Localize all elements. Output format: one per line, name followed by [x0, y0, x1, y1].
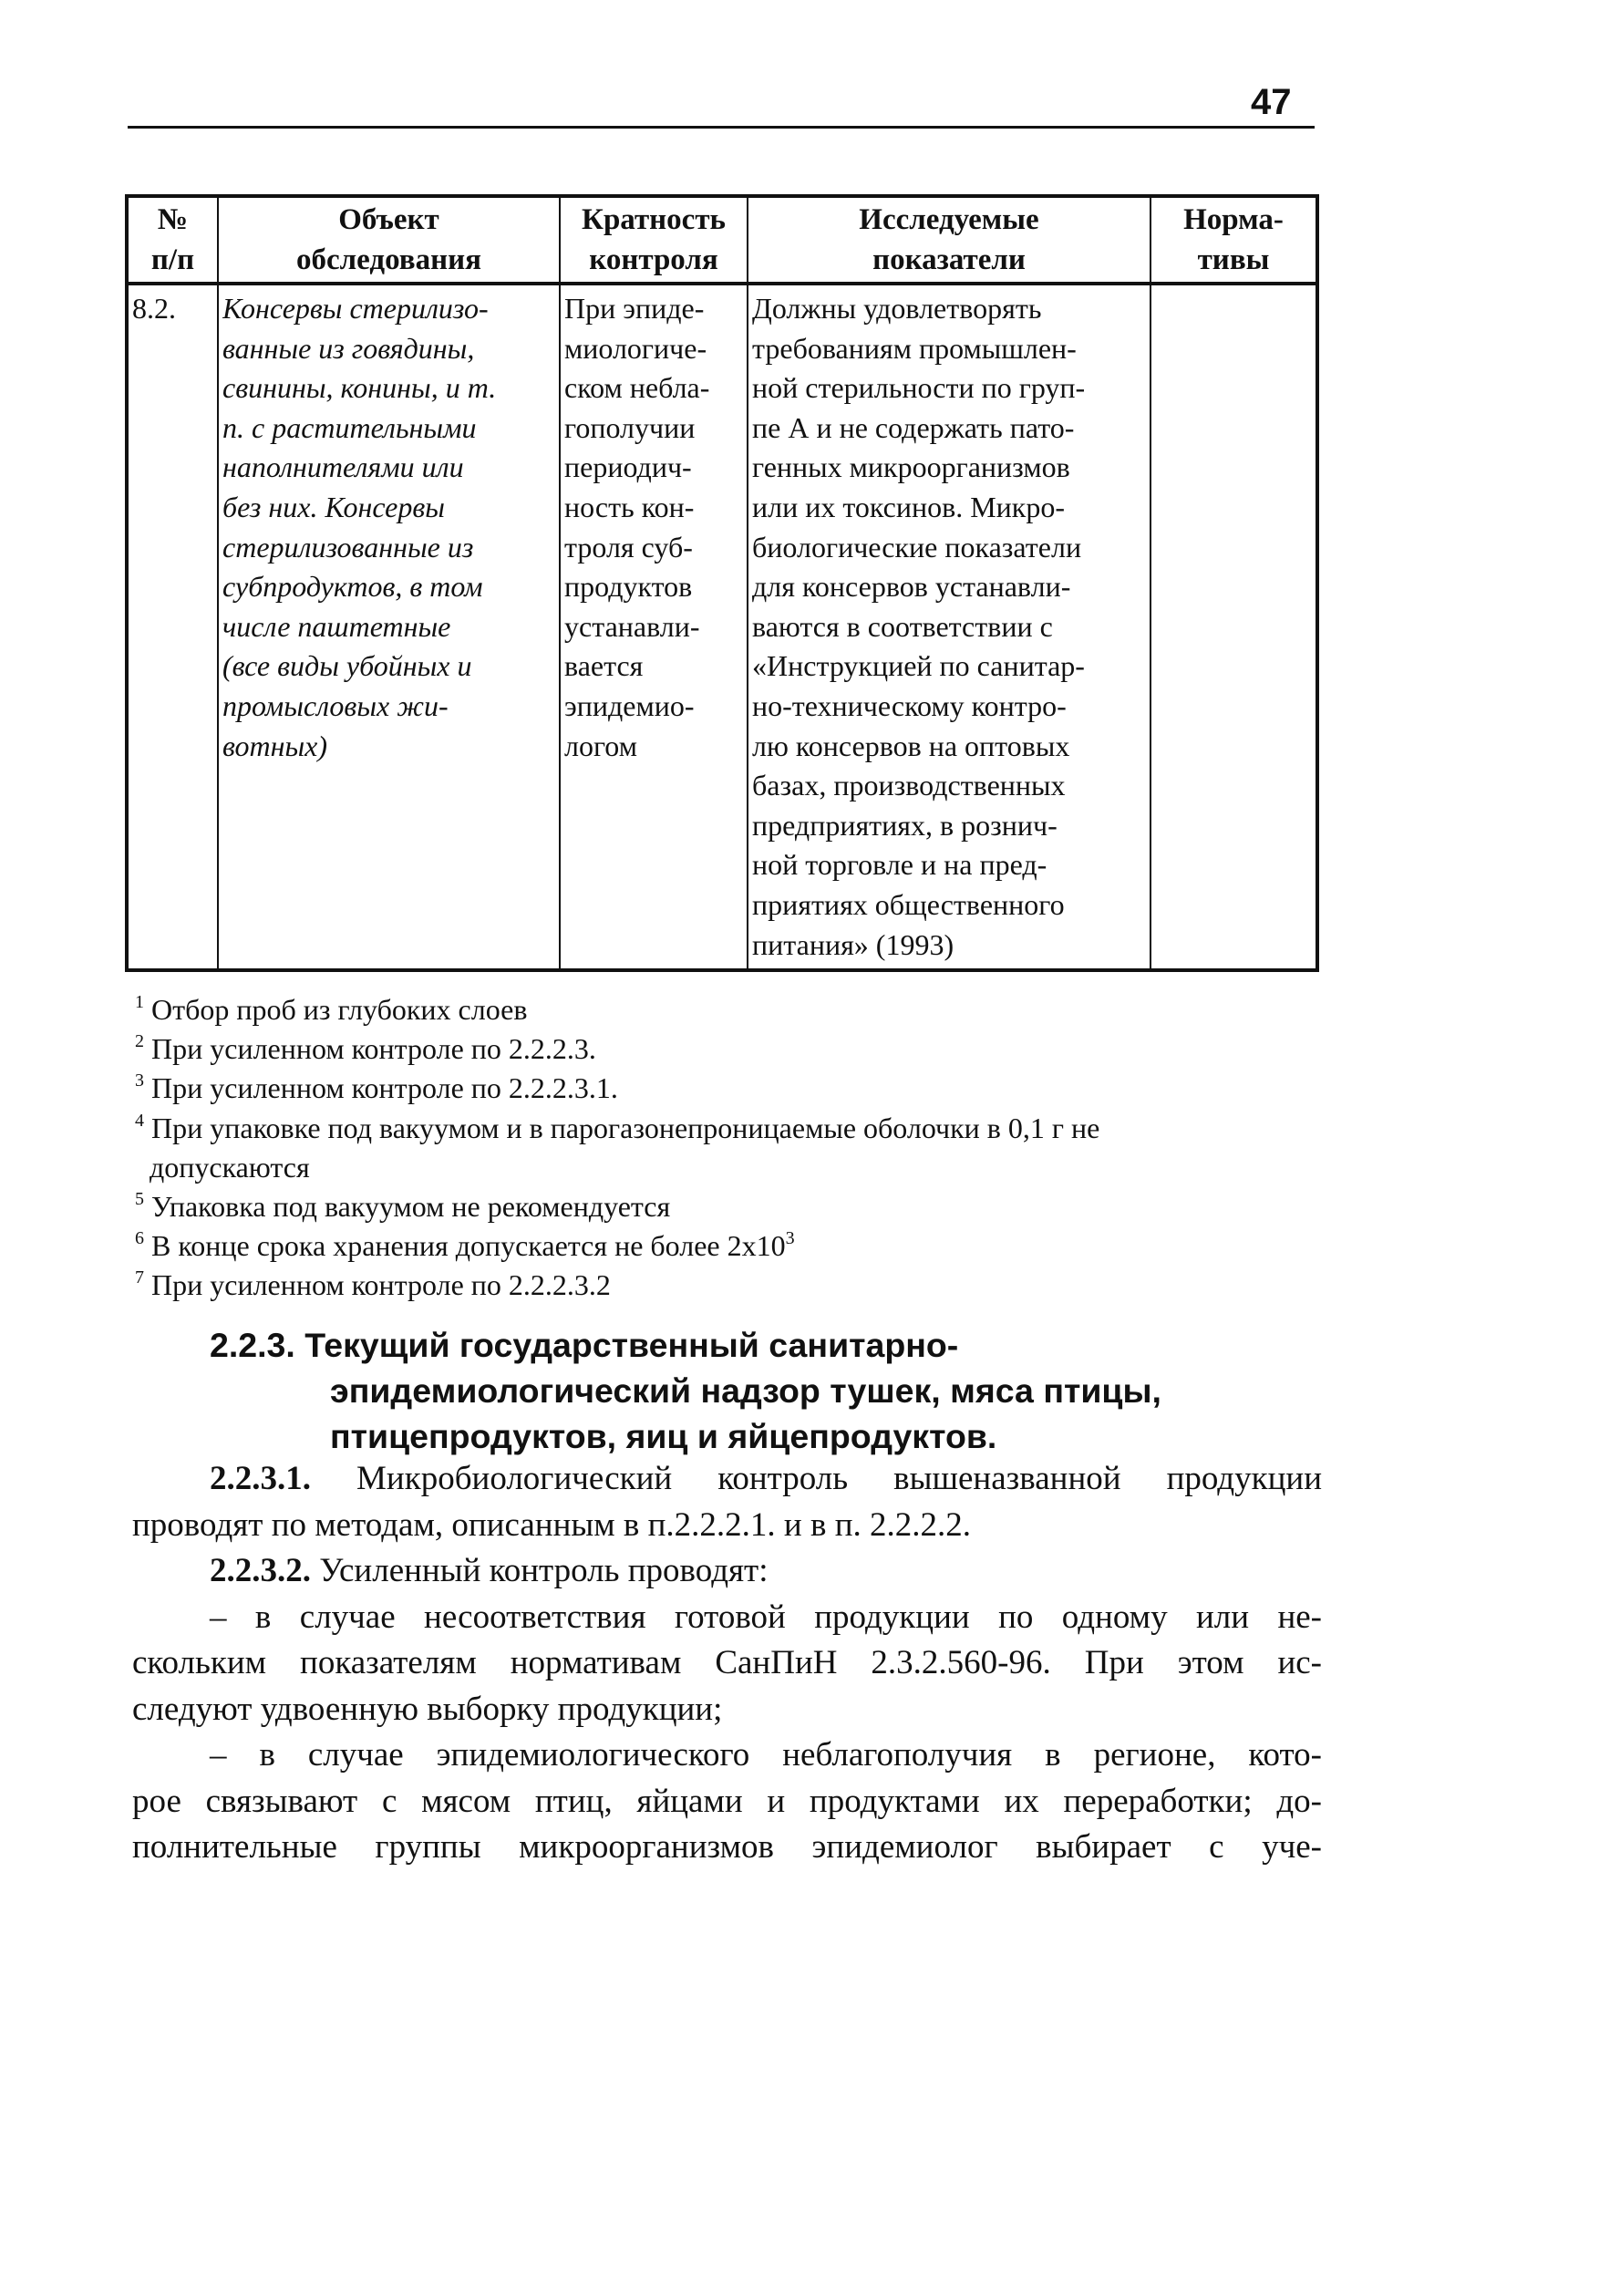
- page-number: 47: [1251, 82, 1292, 122]
- cell-line: продуктов: [564, 570, 693, 604]
- cell-line: «Инструкцией по санитар-: [752, 649, 1085, 683]
- cell-line: предприятиях, в рознич-: [752, 808, 1058, 842]
- header-indicators: [748, 196, 1151, 284]
- footnote-mark: 3: [135, 1070, 144, 1091]
- footnote-text: Упаковка под вакуумом не рекомендуется: [151, 1190, 671, 1224]
- cell-line: (все виды убойных и: [222, 649, 472, 683]
- footnote-mark: 2: [135, 1031, 144, 1052]
- footnote: [135, 1266, 1320, 1305]
- footnote-text: В конце срока хранения допускается не более 2х10: [151, 1229, 786, 1263]
- footnote: [135, 1187, 1320, 1226]
- cell-line: ваются в соответствии с: [752, 609, 1053, 643]
- cell-line: для консервов устанавли-: [752, 570, 1071, 604]
- header-object: [218, 196, 560, 284]
- paragraph-line: рое связывают с мясом птиц, яйцами и продуктами их переработки; до-: [132, 1782, 1322, 1820]
- cell-line: но-техническому контро-: [752, 688, 1067, 722]
- paragraph-text: Усиленный контроль проводят:: [319, 1552, 769, 1589]
- header-text: Норма-: [1183, 203, 1284, 236]
- cell-line: логом: [564, 729, 637, 762]
- cell-line: ной торговле и на пред-: [752, 848, 1047, 882]
- footnote: [135, 1029, 1320, 1069]
- section-title-line: птицепродуктов, яиц и яйцепродуктов.: [330, 1417, 997, 1455]
- cell-line: числе паштетные: [222, 609, 451, 643]
- cell-line: стерилизованные из: [222, 530, 474, 564]
- body-text: [132, 1456, 1322, 1871]
- header-text: обследования: [296, 243, 481, 276]
- paragraph-line: – в случае несоответствия готовой продукции по одному или не-: [210, 1598, 1322, 1636]
- paragraph-line: – в случае эпидемиологического неблагополучия в регионе, кото-: [210, 1736, 1322, 1774]
- cell-line: требованиям промышлен-: [752, 331, 1077, 365]
- header-num: [127, 196, 218, 284]
- cell-line: наполнителями или: [222, 450, 464, 484]
- footnote-mark: 7: [135, 1267, 144, 1288]
- cell-line: биологические показатели: [752, 530, 1082, 564]
- paragraph-number: 2.2.3.2.: [210, 1552, 311, 1589]
- cell-line: миологиче-: [564, 331, 707, 365]
- section-title-text: Текущий государственный санитарно-: [304, 1326, 959, 1364]
- cell-line: свинины, конины, и т.: [222, 371, 497, 405]
- cell-line: троля суб-: [564, 530, 693, 564]
- cell-line: ском небла-: [564, 371, 710, 405]
- header-norms: [1151, 196, 1317, 284]
- footnote-text: При усиленном контроле по 2.2.2.3.: [151, 1032, 596, 1066]
- table-row: [127, 284, 1317, 970]
- cell-line: лю консервов на оптовых: [752, 729, 1070, 762]
- cell-line: вотных): [222, 729, 327, 762]
- cell-num: 8.2.: [127, 284, 218, 970]
- cell-line: эпидемио-: [564, 688, 695, 722]
- cell-line: промысловых жи-: [222, 688, 449, 722]
- cell-line: без них. Консервы: [222, 490, 445, 523]
- cell-line: Должны удовлетворять: [752, 292, 1042, 325]
- footnote-mark: 4: [135, 1110, 144, 1131]
- footnote-exponent: 3: [785, 1228, 795, 1249]
- header-frequency: [560, 196, 748, 284]
- cell-indicators: [748, 284, 1151, 970]
- paragraph-number: 2.2.3.1.: [210, 1460, 311, 1497]
- header-text: контроля: [589, 243, 718, 276]
- paragraph-line: [132, 1548, 1322, 1595]
- footnote: [135, 1226, 1320, 1266]
- paragraph-line: полнительные группы микроорганизмов эпидемиолог выбирает с уче-: [132, 1828, 1322, 1866]
- footnote-mark: 5: [135, 1189, 144, 1210]
- section-title-line: [210, 1322, 1331, 1368]
- cell-line: вается: [564, 649, 644, 683]
- header-text: №: [157, 203, 189, 236]
- cell-line: устанавли-: [564, 609, 700, 643]
- paragraph-line: скольким показателям нормативам СанПиН 2.3.2.560-96. При этом ис-: [132, 1644, 1322, 1681]
- paragraph-line: следуют удвоенную выборку продукции;: [132, 1690, 723, 1728]
- cell-line: питания» (1993): [752, 927, 954, 961]
- cell-line: ность кон-: [564, 490, 695, 523]
- cell-line: или их токсинов. Микро-: [752, 490, 1065, 523]
- cell-line: п. с растительными: [222, 410, 477, 444]
- cell-norms: [1151, 284, 1317, 970]
- cell-line: При эпиде-: [564, 292, 705, 325]
- table-header-row: [127, 196, 1317, 284]
- header-text: тивы: [1197, 243, 1270, 276]
- footnote: [135, 1109, 1320, 1187]
- paragraph-line: проводят по методам, описанным в п.2.2.2.1. и в п. 2.2.2.2.: [132, 1505, 971, 1544]
- cell-line: приятиях общественного: [752, 887, 1065, 921]
- cell-line: базах, производственных: [752, 769, 1066, 802]
- header-text: п/п: [150, 243, 195, 276]
- footnote-continuation: допускаются: [150, 1150, 310, 1184]
- cell-line: периодич-: [564, 450, 692, 484]
- footnote-mark: 6: [135, 1228, 144, 1249]
- section-number: 2.2.3.: [210, 1326, 295, 1364]
- footnote-text: При усиленном контроле по 2.2.2.3.1.: [151, 1071, 618, 1105]
- cell-line: Консервы стерилизо-: [222, 292, 489, 325]
- footnote-text: При упаковке под вакуумом и в парогазонепроницаемые оболочки в 0,1 г не: [151, 1111, 1100, 1144]
- data-table: [125, 194, 1319, 972]
- section-title-line: эпидемиологический надзор тушек, мяса птицы,: [330, 1371, 1161, 1410]
- header-text: показатели: [872, 243, 1026, 276]
- cell-line: ной стерильности по груп-: [752, 371, 1086, 405]
- header-text: Кратность: [582, 203, 726, 236]
- footnote: [135, 990, 1320, 1029]
- footnotes: [135, 990, 1320, 1306]
- cell-frequency: [560, 284, 748, 970]
- footnote-text: При усиленном контроле по 2.2.2.3.2: [151, 1268, 611, 1302]
- section-title: [210, 1322, 1331, 1459]
- cell-line: ванные из говядины,: [222, 331, 475, 365]
- footnote: [135, 1069, 1320, 1108]
- cell-line: пе А и не содержать пато-: [752, 410, 1075, 444]
- cell-line: гополучии: [564, 410, 696, 444]
- cell-line: генных микроорганизмов: [752, 450, 1070, 484]
- header-rule: [128, 126, 1315, 129]
- cell-line: субпродуктов, в том: [222, 570, 483, 604]
- header-text: Исследуемые: [859, 203, 1039, 236]
- footnote-text: Отбор проб из глубоких слоев: [151, 993, 528, 1026]
- paragraph-line: [132, 1456, 1322, 1503]
- cell-object: [218, 284, 560, 970]
- footnote-mark: 1: [135, 992, 144, 1012]
- paragraph-text: Микробиологический контроль вышеназванной продукции: [356, 1460, 1323, 1497]
- header-text: Объект: [338, 203, 439, 236]
